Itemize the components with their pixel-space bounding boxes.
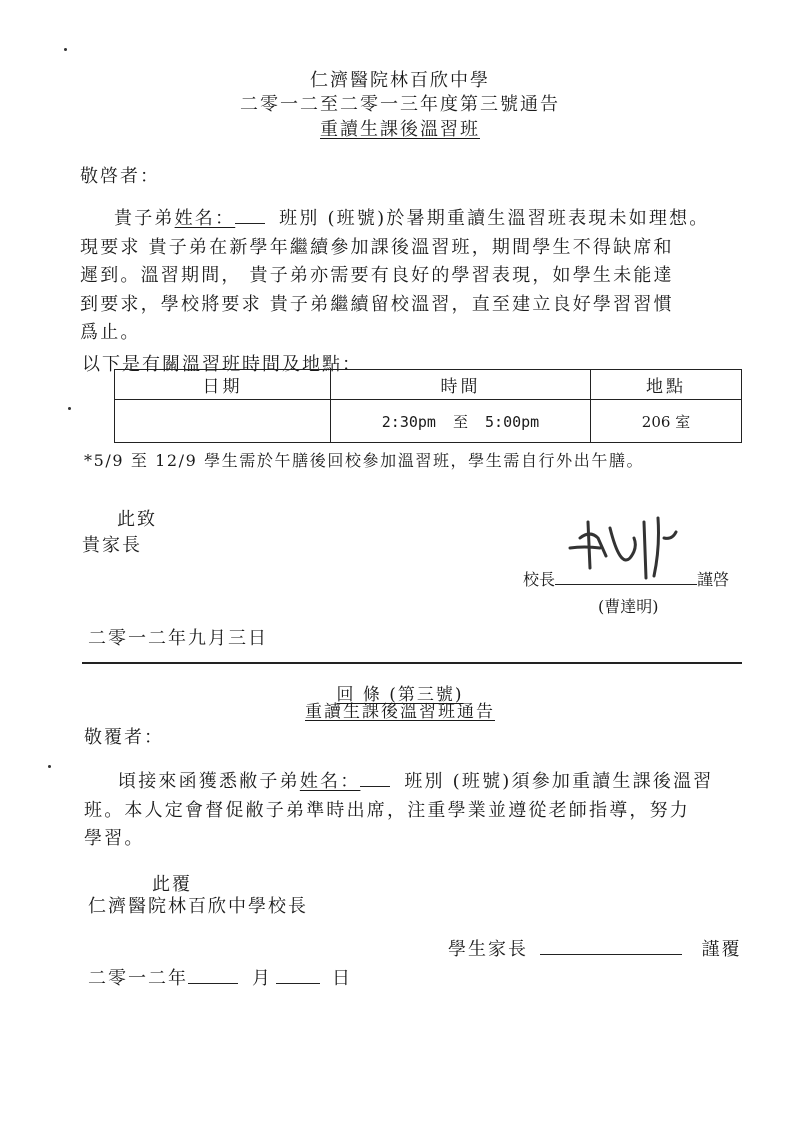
day-blank bbox=[276, 983, 320, 984]
schedule-table bbox=[114, 369, 742, 443]
signer-line bbox=[523, 567, 729, 590]
scan-speck bbox=[48, 765, 51, 768]
reply-date-day: 日 bbox=[332, 968, 352, 989]
header-place: 地點 bbox=[591, 370, 742, 400]
month-blank bbox=[188, 983, 238, 984]
notice-subject: 重讀生課後溫習班 bbox=[320, 119, 480, 140]
signature-blank bbox=[555, 584, 697, 585]
closing-recipient: 貴家長 bbox=[82, 535, 142, 556]
header-date: 日期 bbox=[115, 370, 331, 400]
para-line-3: 遲到。溫習期間， 貴子弟亦需要有良好的學習表現，如學生未能達 bbox=[80, 265, 674, 286]
schedule-intro: 以下是有關溫習班時間及地點： bbox=[82, 354, 362, 375]
parent-signature-line bbox=[448, 935, 741, 961]
reply-date-year: 二零一二年 bbox=[88, 968, 188, 989]
reply-subject-wrap bbox=[0, 697, 800, 722]
tear-off-divider bbox=[82, 662, 742, 664]
signer-name: (曹達明) bbox=[598, 597, 659, 616]
cell-place: 206 室 bbox=[591, 400, 742, 443]
reply-subject: 重讀生課後溫習班通告 bbox=[305, 702, 495, 722]
name-label: 姓名： bbox=[174, 208, 236, 229]
header-time: 時間 bbox=[331, 370, 591, 400]
para-line-1: 貴子弟姓名： 班別 (班號)於暑期重讀生溫習班表現未如理想。 bbox=[114, 208, 710, 229]
notice-subject-wrap bbox=[0, 115, 800, 141]
closing-ci-zhi: 此致 bbox=[117, 509, 157, 530]
reply-name-label: 姓名： bbox=[299, 771, 361, 792]
cell-date bbox=[115, 400, 331, 443]
lunch-note: *5/9 至 12/9 學生需於午膳後回校參加溫習班，學生需自行外出午膳。 bbox=[84, 451, 645, 470]
para-line-4: 到要求，學校將要求 貴子弟繼續留校溫習，直至建立良好學習習慣 bbox=[80, 293, 674, 315]
scan-speck bbox=[68, 407, 71, 410]
signer-title: 校長 bbox=[523, 570, 556, 589]
notice-number: 二零一二至二零一三年度第三號通告 bbox=[240, 94, 560, 115]
para-line-5: 爲止。 bbox=[80, 322, 141, 343]
reply-salutation: 敬覆者： bbox=[84, 727, 164, 748]
school-name: 仁濟醫院林百欣中學 bbox=[310, 70, 490, 91]
name-blank bbox=[235, 223, 265, 224]
parent-signature-blank bbox=[540, 954, 682, 955]
reply-name-blank bbox=[360, 786, 390, 787]
reply-line-1: 頃接來函獲悉敝子弟姓名： 班別 (班號)須參加重讀生課後溫習 bbox=[118, 771, 714, 792]
reply-date-month: 月 bbox=[252, 968, 272, 989]
para-line-2: 現要求 貴子弟在新學年繼續參加課後溫習班，期間學生不得缺席和 bbox=[80, 236, 674, 258]
reply-line-2: 班。本人定會督促敝子弟準時出席，注重學業並遵從老師指導，努力 bbox=[84, 799, 690, 821]
reply-recipient: 仁濟醫院林百欣中學校長 bbox=[88, 896, 308, 917]
reply-paragraph bbox=[84, 768, 714, 854]
cell-time: 2:30pm 至 5:00pm bbox=[331, 400, 591, 443]
salutation: 敬啓者： bbox=[80, 166, 160, 187]
reply-title: 回 條 (第三號) bbox=[336, 685, 464, 705]
signer-end: 謹啓 bbox=[697, 570, 730, 589]
letter-paragraph bbox=[80, 205, 710, 348]
parent-label: 學生家長 bbox=[448, 939, 528, 960]
scan-speck bbox=[64, 48, 67, 51]
reply-ci-fu: 此覆 bbox=[152, 874, 192, 895]
letter-date: 二零一二年九月三日 bbox=[88, 628, 268, 649]
reply-date-line bbox=[88, 964, 352, 990]
reply-line-3: 學習。 bbox=[84, 828, 145, 849]
parent-end: 謹覆 bbox=[701, 939, 742, 960]
